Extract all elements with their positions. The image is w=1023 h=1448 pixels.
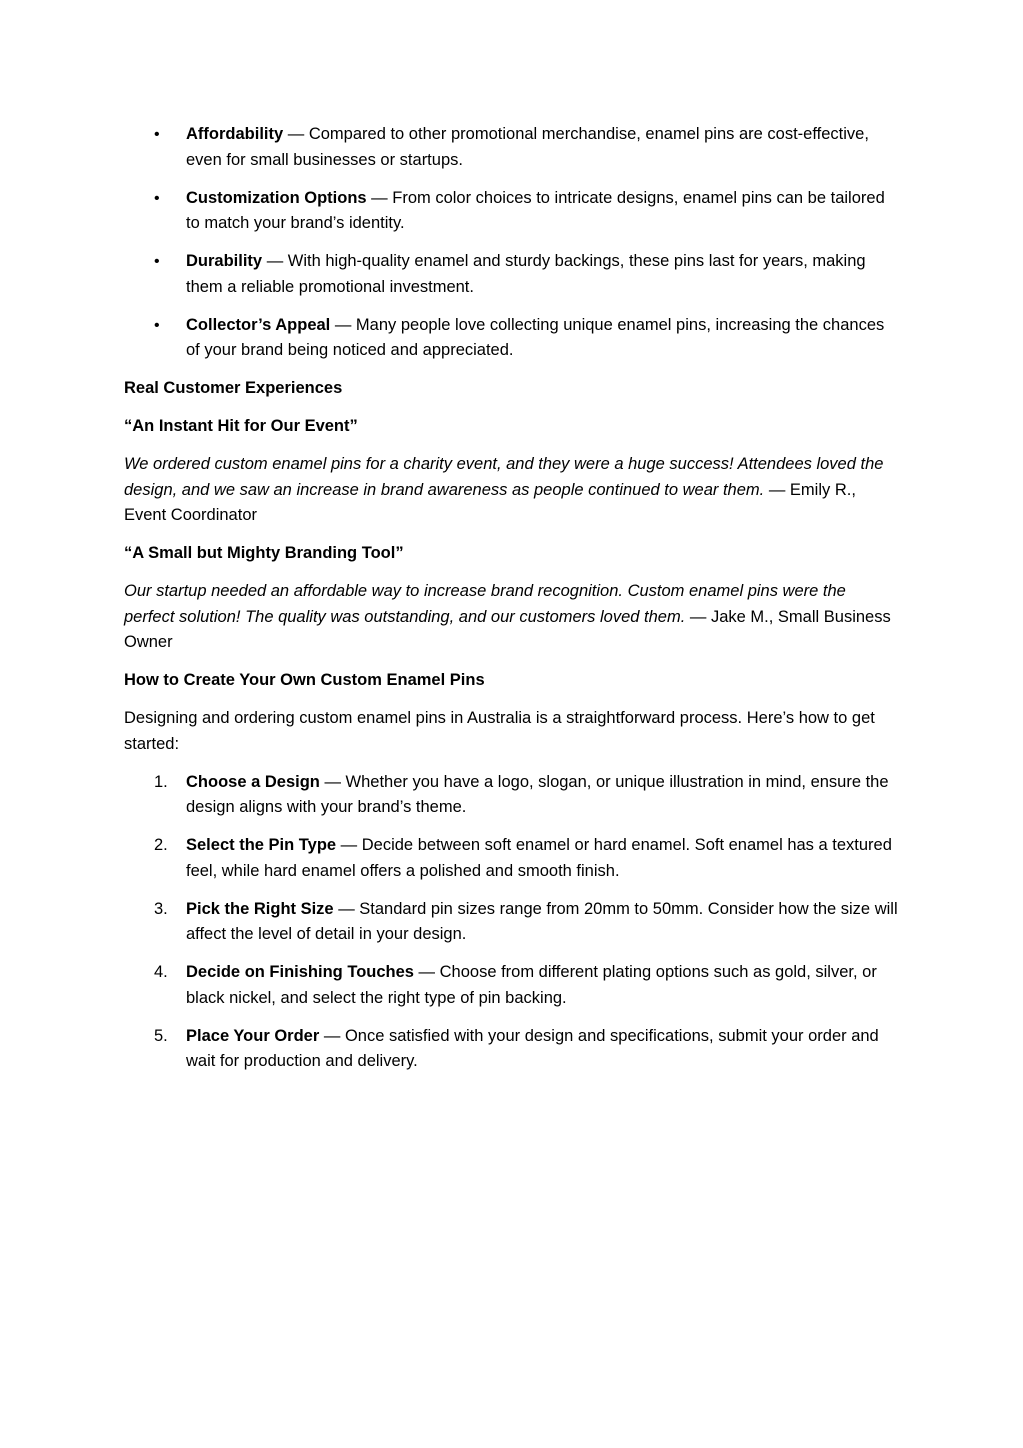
document-page bbox=[124, 122, 899, 1087]
benefit-term: Collector’s Appeal bbox=[186, 315, 331, 334]
testimonial-title: “A Small but Mighty Branding Tool” bbox=[124, 544, 404, 562]
list-item bbox=[124, 313, 899, 364]
benefits-list bbox=[124, 122, 899, 364]
benefit-text: — From color choices to intricate designs, enamel pins can be tailored to match your brand’s identity. bbox=[186, 188, 885, 232]
step-text: — Once satisfied with your design and specifications, submit your order and wait for production and delivery. bbox=[186, 1026, 879, 1070]
testimonial-body bbox=[124, 579, 899, 656]
step-term: Place Your Order bbox=[186, 1026, 320, 1045]
benefit-term: Affordability bbox=[186, 125, 284, 143]
step-number: 1. bbox=[154, 772, 168, 791]
list-item bbox=[124, 770, 899, 821]
bullet-icon: • bbox=[154, 189, 160, 207]
step-number: 4. bbox=[154, 963, 168, 981]
step-term: Choose a Design bbox=[186, 772, 320, 791]
list-item bbox=[124, 833, 899, 884]
step-number: 3. bbox=[154, 899, 168, 918]
testimonial-title: “An Instant Hit for Our Event” bbox=[124, 417, 358, 435]
list-item bbox=[124, 897, 899, 948]
step-text: — Standard pin sizes range from 20mm to 50mm. Consider how the size will affect the level of detail in your design. bbox=[186, 899, 898, 943]
testimonial-quote: We ordered custom enamel pins for a charity event, and they were a huge success! Attendees loved the design, and we saw an increase in brand awareness as people continued to wear them. bbox=[124, 455, 884, 499]
bullet-icon: • bbox=[154, 316, 160, 334]
benefit-text: — Compared to other promotional merchandise, enamel pins are cost-effective, even for small businesses or startups. bbox=[186, 125, 869, 169]
steps-list bbox=[124, 770, 899, 1075]
step-term: Select the Pin Type bbox=[186, 836, 337, 854]
step-term: Decide on Finishing Touches bbox=[186, 963, 414, 981]
benefit-text: — Many people love collecting unique enamel pins, increasing the chances of your brand being noticed and appreciated. bbox=[186, 315, 885, 359]
howto-heading: How to Create Your Own Custom Enamel Pins bbox=[124, 671, 485, 689]
list-item bbox=[124, 960, 899, 1011]
step-text: — Decide between soft enamel or hard enamel. Soft enamel has a textured feel, while hard enamel offers a polished and smooth finish. bbox=[186, 836, 892, 880]
howto-intro: Designing and ordering custom enamel pins in Australia is a straightforward process. Here’s how to get started: bbox=[124, 709, 875, 753]
list-item bbox=[124, 186, 899, 237]
step-term: Pick the Right Size bbox=[186, 899, 334, 918]
bullet-icon: • bbox=[154, 126, 160, 143]
experiences-heading: Real Customer Experiences bbox=[124, 379, 343, 397]
step-number: 5. bbox=[154, 1026, 168, 1045]
testimonial-quote: Our startup needed an affordable way to increase brand recognition. Custom enamel pins were the perfect solution! The quality was outstanding, and our customers loved them. bbox=[124, 582, 846, 626]
benefit-term: Customization Options bbox=[186, 188, 367, 207]
testimonial-attribution: — Emily R., Event Coordinator bbox=[124, 480, 856, 524]
bullet-icon: • bbox=[154, 253, 160, 270]
list-item bbox=[124, 122, 899, 173]
benefit-term: Durability bbox=[186, 252, 263, 270]
step-number: 2. bbox=[154, 836, 168, 854]
testimonial-attribution: — Jake M., Small Business Owner bbox=[124, 607, 891, 651]
step-text: — Choose from different plating options such as gold, silver, or black nickel, and select the right type of pin backing. bbox=[186, 963, 877, 1007]
testimonial-body bbox=[124, 452, 899, 529]
step-text: — Whether you have a logo, slogan, or unique illustration in mind, ensure the design aligns with your brand’s theme. bbox=[186, 772, 889, 816]
list-item bbox=[124, 249, 899, 300]
benefit-text: — With high-quality enamel and sturdy backings, these pins last for years, making them a reliable promotional investment. bbox=[186, 252, 866, 296]
list-item bbox=[124, 1024, 899, 1075]
